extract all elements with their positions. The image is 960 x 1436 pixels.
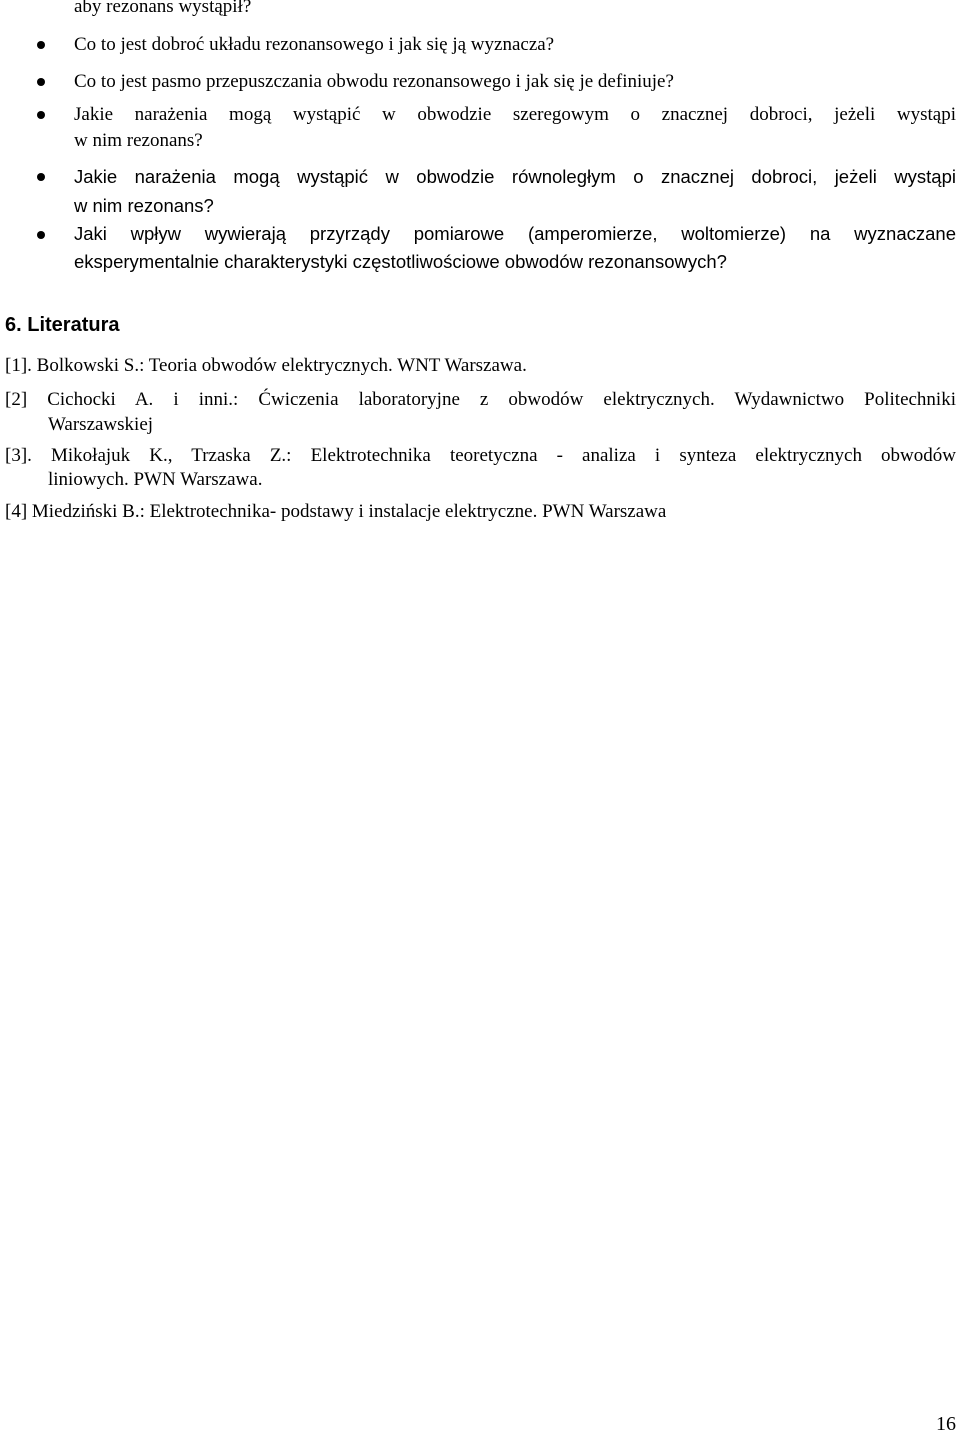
question-5-line-1: Jaki wpływ wywierają przyrządy pomiarowe (amperomierze, woltomierze) na wyznaczane <box>74 223 956 244</box>
question-4-line-2: w nim rezonans? <box>74 195 214 216</box>
section-heading-literature: 6. Literatura <box>5 314 120 336</box>
bullet-icon <box>37 111 45 119</box>
question-3-line-1: Jakie narażenia mogą wystąpić w obwodzie szeregowym o znacznej dobroci, jeżeli wystąpi <box>74 104 956 125</box>
question-5-line-2: eksperymentalnie charakterystyki częstotliwościowe obwodów rezonansowych? <box>74 251 727 272</box>
reference-2-line-1: [2] Cichocki A. i inni.: Ćwiczenia laboratoryjne z obwodów elektrycznych. Wydawnictwo Politechniki <box>5 389 956 410</box>
question-1-line-1: Co to jest dobroć układu rezonansowego i jak się ją wyznacza? <box>74 34 555 55</box>
reference-3-line-2: liniowych. PWN Warszawa. <box>48 469 263 490</box>
question-4-line-1: Jakie narażenia mogą wystąpić w obwodzie równoległym o znacznej dobroci, jeżeli wystąpi <box>74 166 956 187</box>
bullet-icon <box>37 41 45 49</box>
question-2-line-1: Co to jest pasmo przepuszczania obwodu rezonansowego i jak się je definiuje? <box>74 71 674 92</box>
question-3-line-2: w nim rezonans? <box>74 130 203 151</box>
reference-2-line-2: Warszawskiej <box>48 414 154 435</box>
reference-1: [1]. Bolkowski S.: Teoria obwodów elektrycznych. WNT Warszawa. <box>5 355 527 376</box>
page-number: 16 <box>936 1413 956 1435</box>
question-continuation: aby rezonans wystąpił? <box>74 0 252 17</box>
reference-3-line-1: [3]. Mikołajuk K., Trzaska Z.: Elektrotechnika teoretyczna - analiza i synteza elektrycznych obwodów <box>5 445 956 466</box>
bullet-icon <box>37 173 45 181</box>
bullet-icon <box>37 78 45 86</box>
bullet-icon <box>37 231 45 239</box>
reference-4: [4] Miedziński B.: Elektrotechnika- podstawy i instalacje elektryczne. PWN Warszawa <box>5 501 667 522</box>
